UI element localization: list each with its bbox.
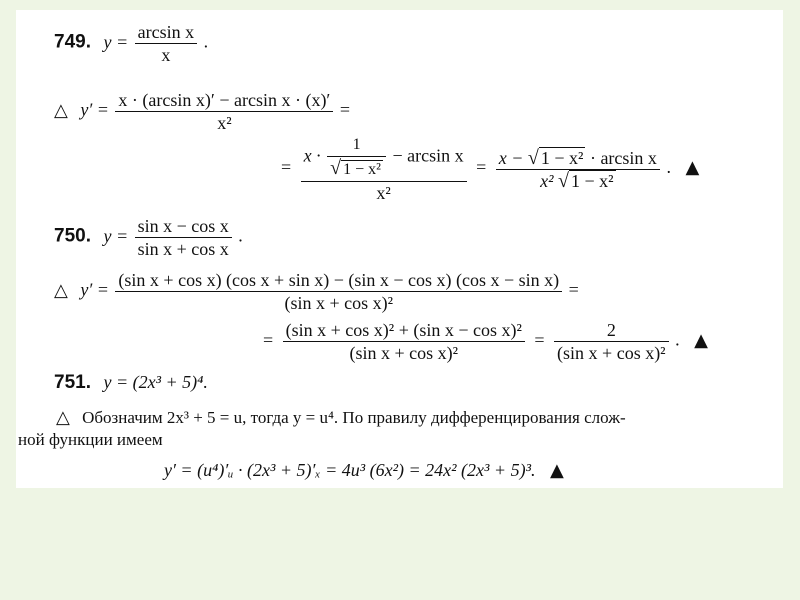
problem-number: 751. xyxy=(54,372,91,393)
period: . xyxy=(203,31,209,52)
inner-fraction xyxy=(327,135,386,180)
derivative-lhs: y′ = xyxy=(80,279,109,300)
problem-750-statement xyxy=(54,216,243,259)
result-numerator: 2 xyxy=(606,320,616,340)
problem-751-text-line1 xyxy=(56,408,626,428)
denominator: (sin x + cos x)² xyxy=(115,291,562,313)
result-den-part: x² xyxy=(540,170,554,191)
numerator xyxy=(301,135,467,181)
equation-lhs: y = xyxy=(103,225,129,246)
sqrt-icon: √ xyxy=(558,169,569,192)
radicand: 1 − x² xyxy=(343,161,381,178)
problem-751-text-line2 xyxy=(18,430,163,450)
denominator: x² xyxy=(301,181,467,203)
period: . xyxy=(666,157,671,178)
numerator: sin x − cos x xyxy=(137,216,229,236)
sqrt-icon: √ xyxy=(527,146,539,169)
result-fraction xyxy=(496,148,660,191)
inner-denominator xyxy=(327,156,386,180)
denominator: (sin x + cos x)² xyxy=(283,341,525,363)
problem-750-step1 xyxy=(54,270,579,313)
solution-start-icon: △ xyxy=(54,279,68,301)
numerator: (sin x + cos x)² + (sin x − cos x)² xyxy=(285,320,522,340)
solution-start-icon: △ xyxy=(56,407,70,428)
result-denominator: (sin x + cos x)² xyxy=(554,341,669,363)
denominator: x² xyxy=(115,111,333,133)
result-fraction xyxy=(554,320,669,363)
equals-sign: = xyxy=(339,99,351,120)
equation-lhs: y = xyxy=(103,31,129,52)
problem-number: 750. xyxy=(54,225,91,247)
solution-end-icon: ▲ xyxy=(694,329,708,351)
paragraph-text: Обозначим 2x³ + 5 = u, тогда y = u⁴. По правилу дифференцирования слож- xyxy=(82,408,626,427)
radicand: 1 − x² xyxy=(540,147,584,168)
numerator-rest: − arcsin x xyxy=(392,145,464,166)
solution-start-icon: △ xyxy=(54,99,68,121)
solution-end-icon: ▲ xyxy=(549,460,564,481)
sqrt-icon: √ xyxy=(330,157,342,179)
result-numerator xyxy=(496,148,660,169)
problem-749-step2 xyxy=(278,135,699,203)
inner-numerator: 1 xyxy=(352,136,361,153)
result-num-part: · arcsin x xyxy=(589,147,657,168)
fraction xyxy=(115,270,562,313)
equation: y = (2x³ + 5)⁴. xyxy=(103,372,208,392)
radicand: 1 − x² xyxy=(571,170,614,191)
equals-sign: = xyxy=(476,157,487,178)
numerator: arcsin x xyxy=(137,22,195,42)
problem-751-result xyxy=(164,460,564,481)
problem-749-step1 xyxy=(54,90,350,133)
equals-sign: = xyxy=(534,329,545,350)
problem-749-statement xyxy=(54,22,208,65)
result-equation: y′ = (u⁴)′ᵤ · (2x³ + 5)′ₓ = 4u³ (6x²) = 24x² (2x³ + 5)³. xyxy=(164,460,536,480)
problem-751-statement xyxy=(54,372,208,393)
fraction xyxy=(301,135,467,203)
denominator: x xyxy=(135,43,197,65)
equals-sign: = xyxy=(263,329,274,350)
factor-x: x · xyxy=(303,145,321,166)
problem-750-step2 xyxy=(260,320,708,363)
equals-sign: = xyxy=(281,157,292,178)
fraction xyxy=(135,22,197,65)
problem-number: 749. xyxy=(54,31,91,53)
numerator: (sin x + cos x) (cos x + sin x) − (sin x − cos x) (cos x − sin x) xyxy=(118,270,560,290)
period: . xyxy=(238,225,243,246)
numerator: x · (arcsin x)′ − arcsin x · (x)′ xyxy=(118,90,331,110)
solution-end-icon: ▲ xyxy=(685,157,700,179)
period: . xyxy=(675,329,680,350)
denominator: sin x + cos x xyxy=(135,237,232,259)
fraction xyxy=(135,216,232,259)
fraction xyxy=(115,90,333,133)
textbook-page xyxy=(16,10,783,488)
paragraph-text: ной функции имеем xyxy=(18,430,163,449)
result-denominator xyxy=(496,169,660,191)
equals-sign: = xyxy=(568,279,579,300)
fraction xyxy=(283,320,525,363)
derivative-lhs: y′ = xyxy=(80,99,109,120)
result-num-part: x − xyxy=(498,147,524,168)
